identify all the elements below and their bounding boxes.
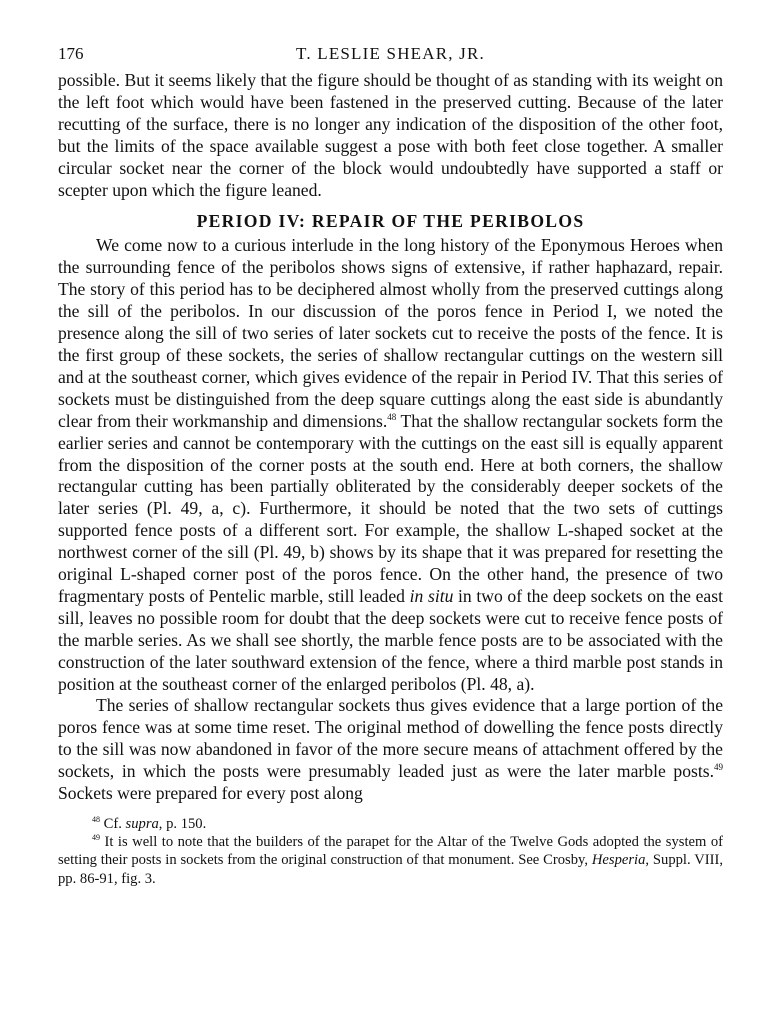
footnote-italic: Hesperia bbox=[591, 852, 646, 869]
running-head bbox=[58, 44, 723, 70]
footnote-text: , p. 150. bbox=[158, 816, 207, 832]
page bbox=[58, 44, 723, 888]
paragraph-text: We come now to a curious interlude in the long history of the Eponymous Heroes when the surrounding fence of the peribolos shows signs of extensive, if rather haphazard, repair. The story of this period has to be deciphered almost wholly from the preserved cuttings along the sill of the peribolos. In our discussion of the poros fence in Period I, we noted the presence along the sill of two series of later sockets cut to receive the posts of the fence. It is the first group of these sockets, the series of shallow rectangular cuttings on the western sill and at the southeast corner, which gives evidence of the repair in Period IV. That this series of sockets must be distinguished from the deep square cuttings along the east side is abundantly clear from their workmanship and dimensions. bbox=[58, 235, 723, 431]
paragraph-text: Sockets were prepared for every post along bbox=[58, 783, 363, 804]
footnote-reference-48[interactable]: 48 bbox=[387, 411, 397, 422]
paragraph-text: The series of shallow rectangular sockets thus gives evidence that a large portion of the poros fence was at some time reset. The original method of dowelling the fence posts directly to the sill was now abandoned in favor of the more secure means of attachment offered by the sockets, in which the posts were presumably leaded just as were the later marble posts. bbox=[58, 695, 723, 782]
section-heading: PERIOD IV: REPAIR OF THE PERIBOLOS bbox=[196, 211, 585, 232]
running-title: T. LESLIE SHEAR, JR. bbox=[296, 44, 485, 63]
paragraph-text: That the shallow rectangular sockets form the earlier series and cannot be contemporary with the cuttings on the east sill is equally apparent from the disposition of the corner posts at the south end. Here at both corners, the shallow rectangular cutting has been partially obliterated by the considerably deeper sockets of the later series (Pl. 49, a, c). Furthermore, it should be noted that the two sets of cuttings supported fence posts of a different sort. For example, the shallow L-shaped socket at the northwest corner of the sill (Pl. 49, b) shows by its shape that it was prepared for resetting the original L-shaped corner post of the poros fence. On the other hand, the presence of two fragmentary posts of Pentelic marble, still leaded bbox=[58, 410, 723, 606]
body-paragraph-2 bbox=[58, 695, 723, 805]
footnote-49 bbox=[58, 833, 723, 888]
footnotes bbox=[58, 815, 723, 888]
footnote-text: It is well to note that the builders of the parapet for the Altar of the Twelve Gods adopted the system of setting their posts in sockets from the original construction of that monument. See Crosby, bbox=[58, 834, 723, 869]
footnote-text: , Suppl. VIII, pp. 86-91, fig. 3. bbox=[58, 852, 723, 887]
intro-paragraph: possible. But it seems likely that the figure should be thought of as standing with its weight on the left foot which would have been fastened in the preserved cutting. Because of the later recutting of the surface, there is no longer any indication of the disposition of the other foot, but the limits of the space available suggest a pose with both feet close together. A smaller circular socket near the corner of the block would undoubtedly have supported a staff or scepter upon which the figure leaned. bbox=[58, 70, 723, 200]
paragraph-text: in two of the deep sockets on the east sill, leaves no possible room for doubt that the deep sockets were cut to receive fence posts of the marble series. As we shall see shortly, the marble fence posts are to be associated with the construction of the later southward extension of the fence, where a third marble post stands in position at the southeast corner of the enlarged peribolos (Pl. 48, a). bbox=[58, 585, 723, 694]
footnote-number: 49 bbox=[92, 833, 100, 843]
body-paragraph-1 bbox=[58, 235, 723, 695]
footnote-text: Cf. bbox=[100, 816, 126, 832]
footnote-48 bbox=[58, 815, 723, 833]
footnote-italic: supra bbox=[125, 816, 159, 832]
page-number: 176 bbox=[58, 44, 84, 63]
italic-phrase: in situ bbox=[409, 585, 454, 606]
footnote-number: 48 bbox=[92, 815, 100, 824]
footnote-reference-49[interactable]: 49 bbox=[714, 762, 723, 773]
